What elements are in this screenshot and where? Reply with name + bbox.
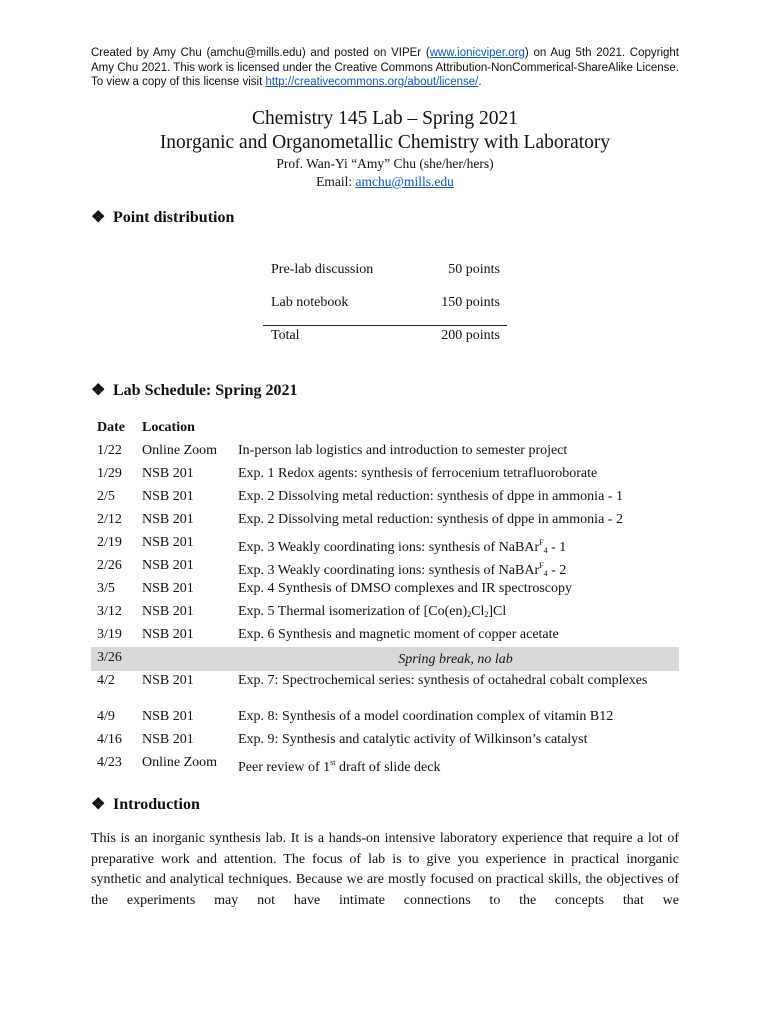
row-location: NSB 201 (142, 627, 194, 642)
row-date: 3/26 (97, 650, 122, 665)
superscript: F (539, 561, 544, 570)
row-location: NSB 201 (142, 673, 194, 688)
row-location: NSB 201 (142, 512, 194, 527)
row-location: NSB 201 (142, 489, 194, 504)
row-date: 2/19 (97, 535, 122, 550)
subscript: 4 (543, 569, 548, 578)
row-date: 4/23 (97, 755, 122, 770)
email-link[interactable]: amchu@mills.edu (355, 174, 454, 189)
points-row (263, 293, 506, 313)
row-date: 1/22 (97, 443, 122, 458)
diamond-bullet-icon: ❖ (91, 382, 106, 399)
subscript: 2 (484, 610, 489, 619)
row-location: NSB 201 (142, 466, 194, 481)
row-description (238, 754, 673, 776)
row-description: Exp. 4 Synthesis of DMSO complexes and IR spectroscopy (238, 581, 573, 596)
row-description: Exp. 8: Synthesis of a model coordination complex of vitamin B12 (238, 709, 614, 724)
row-location: NSB 201 (142, 558, 194, 573)
license-notice (91, 46, 679, 90)
points-label: Total (271, 328, 300, 343)
points-label: Pre-lab discussion (271, 262, 374, 277)
license-text-2: ) on Aug 5th 2021. Copyright Amy Chu 2021. This work is licensed under the Creative Commons Attribution-NonCommerical-ShareAlike License. To view a copy of this license visit (91, 47, 680, 88)
course-title: Chemistry 145 Lab – Spring 2021 (252, 108, 518, 129)
license-end: . (478, 76, 482, 88)
row-description: Exp. 2 Dissolving metal reduction: synthesis of dppe in ammonia - 1 (238, 489, 623, 504)
heading-text: Lab Schedule: Spring 2021 (113, 382, 298, 399)
heading-text: Introduction (113, 796, 200, 813)
row-location: NSB 201 (142, 709, 194, 724)
email-line (0, 173, 770, 190)
desc-text: - 1 (547, 540, 567, 555)
row-date: 4/9 (97, 709, 115, 724)
row-date: 4/16 (97, 732, 122, 747)
desc-text: Cl (471, 604, 485, 619)
points-value: 150 points (441, 295, 500, 310)
section-heading-schedule (91, 381, 297, 401)
row-description (238, 557, 673, 582)
desc-text: draft of slide deck (335, 760, 441, 775)
viper-link[interactable]: www.ionicviper.org (429, 47, 525, 59)
points-label: Lab notebook (271, 295, 349, 310)
cc-license-link[interactable]: http://creativecommons.org/about/license/ (265, 76, 479, 88)
row-location: Online Zoom (142, 755, 218, 770)
introduction-paragraph: This is an inorganic synthesis lab. It is a hands-on intensive laboratory experience that require a lot of preparative work and attention. The focus of lab is to give you experience in practical inorganic synthetic and analytical techniques. Because we are mostly focused on practical skills, the objectives of the experiments may not have intimate connections to the concepts that we (91, 831, 679, 908)
row-date: 2/5 (97, 489, 115, 504)
row-date: 1/29 (97, 466, 122, 481)
row-description (238, 603, 673, 623)
spring-break-note: Spring break, no lab (398, 652, 513, 667)
row-date: 3/19 (97, 627, 122, 642)
superscript: F (539, 538, 544, 547)
email-label: Email: (316, 174, 356, 189)
row-description: Exp. 9: Synthesis and catalytic activity of Wilkinson’s catalyst (238, 732, 588, 747)
desc-text: - 2 (547, 563, 567, 578)
section-heading-points (91, 208, 234, 228)
diamond-bullet-icon: ❖ (91, 209, 106, 226)
heading-text: Point distribution (113, 209, 235, 226)
column-header-location: Location (142, 420, 195, 435)
row-description: In-person lab logistics and introduction to semester project (238, 443, 568, 458)
superscript: st (330, 758, 336, 767)
desc-text: Exp. 5 Thermal isomerization of [Co(en) (238, 604, 468, 619)
row-location: NSB 201 (142, 581, 194, 596)
points-row (263, 260, 506, 280)
desc-text: Peer review of 1 (238, 760, 331, 775)
spring-break-row (91, 647, 679, 671)
section-heading-introduction (91, 795, 200, 815)
row-location: NSB 201 (142, 535, 194, 550)
desc-text: Exp. 3 Weakly coordinating ions: synthesis of NaBAr (238, 563, 540, 578)
points-value: 50 points (448, 262, 500, 277)
diamond-bullet-icon: ❖ (91, 796, 106, 813)
desc-text: Exp. 3 Weakly coordinating ions: synthesis of NaBAr (238, 540, 540, 555)
row-date: 2/26 (97, 558, 122, 573)
column-header-date: Date (97, 420, 125, 435)
row-location: NSB 201 (142, 732, 194, 747)
subscript: 4 (543, 546, 548, 555)
row-location: NSB 201 (142, 604, 194, 619)
row-date: 2/12 (97, 512, 122, 527)
course-subtitle: Inorganic and Organometallic Chemistry with Laboratory (159, 132, 611, 153)
license-text: Created by Amy Chu (amchu@mills.edu) and posted on VIPEr ( (91, 47, 430, 59)
row-description (238, 534, 673, 559)
professor-name: Prof. Wan-Yi “Amy” Chu (she/her/hers) (276, 156, 494, 171)
row-date: 3/5 (97, 581, 115, 596)
row-date: 4/2 (97, 673, 115, 688)
row-description: Exp. 1 Redox agents: synthesis of ferrocenium tetrafluoroborate (238, 466, 598, 481)
points-value: 200 points (441, 328, 500, 343)
row-date: 3/12 (97, 604, 122, 619)
subscript: 2 (467, 610, 472, 619)
row-description: Exp. 7: Spectrochemical series: synthesis of octahedral cobalt complexes (238, 673, 648, 688)
desc-text: ]Cl (488, 604, 507, 619)
points-total-row (263, 326, 506, 346)
row-description: Exp. 6 Synthesis and magnetic moment of copper acetate (238, 627, 559, 642)
row-location: Online Zoom (142, 443, 218, 458)
row-description: Exp. 2 Dissolving metal reduction: synthesis of dppe in ammonia - 2 (238, 512, 623, 527)
